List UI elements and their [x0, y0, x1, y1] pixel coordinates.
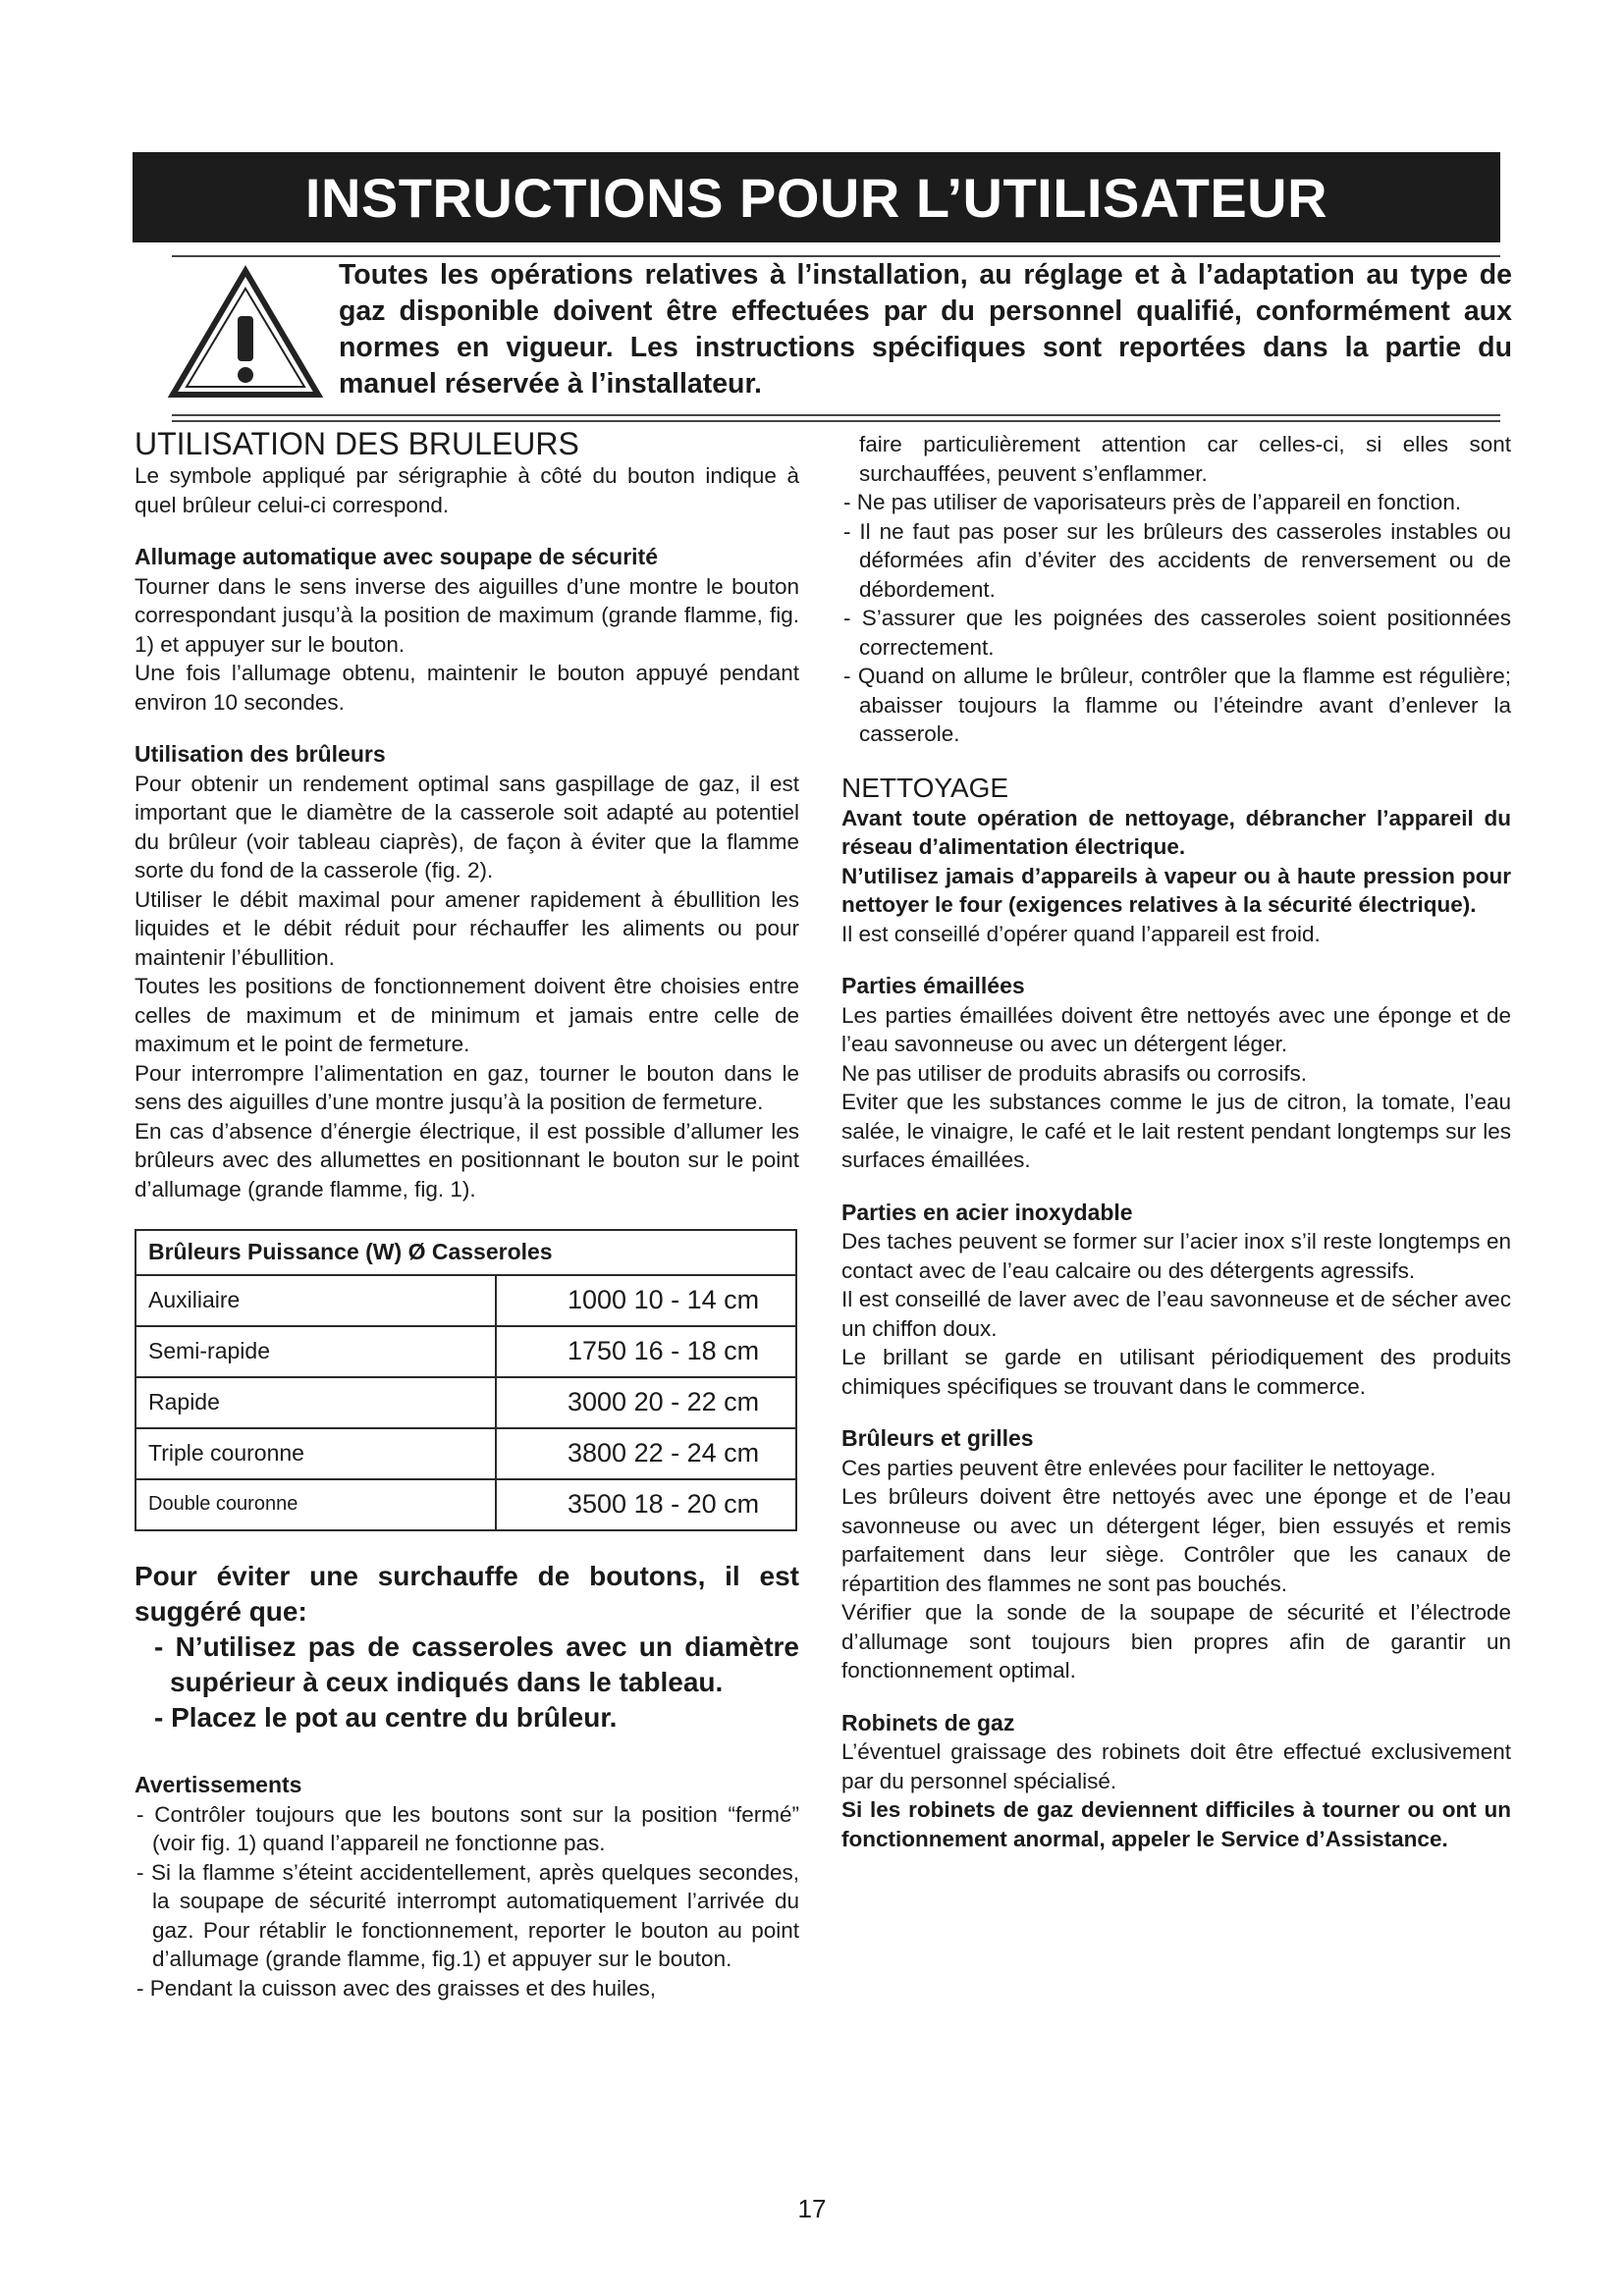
burner-name: Triple couronne [135, 1428, 496, 1479]
emaillees-p3: Eviter que les substances comme le jus de citron, la tomate, l’eau salée, le vinaigre, le café et le lait restent pendant longtemps sur les surfaces émaillées. [841, 1090, 1511, 1172]
left-column [135, 426, 799, 2002]
grilles-p2: Les brûleurs doivent être nettoyés avec une éponge et de l’eau savonneuse ou avec un détergent léger, bien essuyés et remis parfaitement dans leur siège. Contrôler que les canaux de répartition des flammes ne sont pas bouchés. [841, 1484, 1511, 1596]
allumage-p1: Tourner dans le sens inverse des aiguilles d’une montre le bouton correspondant jusqu’à la position de maximum (grande flamme, fig. 1) et appuyer sur le bouton. [135, 573, 799, 657]
utilisation-p4: Pour interrompre l’alimentation en gaz, tourner le bouton dans le sens des aiguilles d’une montre jusqu’à la position de fermeture. [135, 1060, 799, 1114]
utilisation-p5: En cas d’absence d’énergie électrique, il est possible d’allumer les brûleurs avec des allumettes en positionnant le bouton sur le point d’allumage (grande flamme, fig. 1). [135, 1118, 799, 1201]
burner-values: 3800 22 - 24 cm [496, 1428, 796, 1479]
grilles-title: Brûleurs et grilles [841, 1425, 1034, 1451]
table-header: Brûleurs Puissance (W) Ø Casseroles [135, 1230, 796, 1275]
avertissement-item-1: - Contrôler toujours que les boutons sont sur la position “fermé” (voir fig. 1) quand l’appareil ne fonctionne pas. [136, 1801, 799, 1855]
avertissement-continued: faire particulièrement attention car celles-ci, si elles sont surchauffées, peuvent s’enflammer. [859, 432, 1511, 486]
nettoyage-warning-2: N’utilisez jamais d’appareils à vapeur ou à haute pression pour nettoyer le four (exigences relatives à la sécurité électrique). [841, 863, 1511, 917]
burner-name: Rapide [135, 1377, 496, 1428]
section-title-burners: UTILISATION DES BRULEURS [135, 426, 579, 461]
table-header-row [135, 1230, 796, 1275]
surchauffe-item-2: - Placez le pot au centre du brûleur. [154, 1702, 618, 1733]
grilles-p1: Ces parties peuvent être enlevées pour faciliter le nettoyage. [841, 1455, 1436, 1480]
grilles-p3: Vérifier que la sonde de la soupape de sécurité et l’électrode d’allumage sont toujours bien propres afin de garantir un fonctionnement optimal. [841, 1600, 1511, 1682]
robinets-warning: Si les robinets de gaz deviennent difficiles à tourner ou ont un fonctionnement anormal, appeler le Service d’Assistance. [841, 1797, 1511, 1851]
burner-name: Semi-rapide [135, 1326, 496, 1377]
nettoyage-p1: Il est conseillé d’opérer quand l’appareil est froid. [841, 921, 1321, 946]
page-title: INSTRUCTIONS POUR L’UTILISATEUR [304, 166, 1328, 229]
avertissements-title: Avertissements [135, 1772, 302, 1797]
avertissement-item-4: - Ne pas utiliser de vaporisateurs près de l’appareil en fonction. [843, 490, 1462, 514]
allumage-title: Allumage automatique avec soupape de sécurité [135, 544, 658, 569]
inox-p2: Il est conseillé de laver avec de l’eau savonneuse et de sécher avec un chiffon doux. [841, 1287, 1511, 1341]
burner-values: 3500 18 - 20 cm [496, 1479, 796, 1530]
divider-warning [172, 414, 1500, 416]
robinets-title: Robinets de gaz [841, 1709, 1015, 1735]
burner-values: 3000 20 - 22 cm [496, 1377, 796, 1428]
avertissement-item-5: - Il ne faut pas poser sur les brûleurs des casseroles instables ou déformées afin d’éviter des accidents de renversement ou de débordement. [843, 518, 1511, 602]
table-row [135, 1377, 796, 1428]
robinets-p1: L’éventuel graissage des robinets doit être effectué exclusivement par du personnel spécialisé. [841, 1739, 1511, 1793]
allumage-p2: Une fois l’allumage obtenu, maintenir le bouton appuyé pendant environ 10 secondes. [135, 661, 799, 715]
warning-notice: Toutes les opérations relatives à l’installation, au réglage et à l’adaptation au type de gaz disponible doivent être effectuées par du personnel qualifié, conformément aux normes en vigueur. Les instructions spécifiques sont reportées dans la partie du manuel réservée à l’installateur. [339, 259, 1512, 400]
burner-values: 1750 16 - 18 cm [496, 1326, 796, 1377]
page-header [133, 152, 1500, 242]
avertissement-item-7: - Quand on allume le brûleur, contrôler que la flamme est régulière; abaisser toujours la flamme ou l’éteindre avant d’enlever la casserole. [843, 664, 1511, 746]
emaillees-title: Parties émaillées [841, 973, 1025, 998]
utilisation-p3: Toutes les positions de fonctionnement doivent être choisies entre celles de maximum et de minimum et jamais entre celle de maximum et le point de fermeture. [135, 974, 799, 1056]
avertissement-item-2: - Si la flamme s’éteint accidentellement, après quelques secondes, la soupape de sécurité interrompt automatiquement l’arrivée du gaz. Pour rétablir le fonctionnement, reporter le bouton au point d’allumage (grande flamme, fig.1) et appuyer sur le bouton. [136, 1859, 799, 1971]
page-number: 17 [797, 2194, 827, 2223]
divider-warning-2 [172, 420, 1500, 422]
utilisation-p2: Utiliser le débit maximal pour amener rapidement à ébullition les liquides et le débit réduit pour réchauffer les aliments ou pour maintenir l’ébullition. [135, 886, 799, 970]
surchauffe-title: Pour éviter une surchauffe de boutons, il est suggéré que: [135, 1561, 799, 1627]
burners-intro: Le symbole appliqué par sérigraphie à côté du bouton indique à quel brûleur celui-ci correspond. [135, 463, 799, 517]
inox-p3: Le brillant se garde en utilisant périodiquement des produits chimiques spécifiques se trouvant dans le commerce. [841, 1345, 1511, 1399]
burner-values: 1000 10 - 14 cm [496, 1275, 796, 1326]
avertissement-item-3: - Pendant la cuisson avec des graisses et des huiles, [136, 1975, 657, 2001]
table-row [135, 1479, 796, 1530]
surchauffe-item-1: - N’utilisez pas de casseroles avec un diamètre supérieur à ceux indiqués dans le tableau. [154, 1631, 799, 1697]
nettoyage-warning-1: Avant toute opération de nettoyage, débrancher l’appareil du réseau d’alimentation électrique. [841, 805, 1511, 859]
emaillees-p1: Les parties émaillées doivent être nettoyés avec une éponge et de l’eau savonneuse ou avec un détergent léger. [841, 1002, 1511, 1056]
inox-p1: Des taches peuvent se former sur l’acier inox s’il reste longtemps en contact avec de l’eau calcaire ou des détergents agressifs. [841, 1229, 1511, 1283]
utilisation-p1: Pour obtenir un rendement optimal sans gaspillage de gaz, il est important que le diamètre de la casserole soit adapté au potentiel du brûleur (voir tableau ciaprès), de façon à éviter que la flamme sorte du fond de la casserole (fig. 2). [135, 771, 799, 882]
utilisation-title: Utilisation des brûleurs [135, 741, 386, 767]
burner-table [135, 1229, 797, 1531]
table-row [135, 1428, 796, 1479]
right-column [841, 430, 1511, 1853]
emaillees-p2: Ne pas utiliser de produits abrasifs ou corrosifs. [841, 1060, 1307, 1086]
inox-title: Parties en acier inoxydable [841, 1199, 1133, 1225]
burner-name: Auxiliaire [135, 1275, 496, 1326]
table-row [135, 1326, 796, 1377]
avertissement-item-6: - S’assurer que les poignées des casseroles soient positionnées correctement. [843, 606, 1511, 660]
burner-name: Double couronne [135, 1479, 496, 1530]
table-row [135, 1275, 796, 1326]
warning-triangle-icon [167, 265, 324, 402]
section-title-nettoyage: NETTOYAGE [841, 772, 1009, 803]
